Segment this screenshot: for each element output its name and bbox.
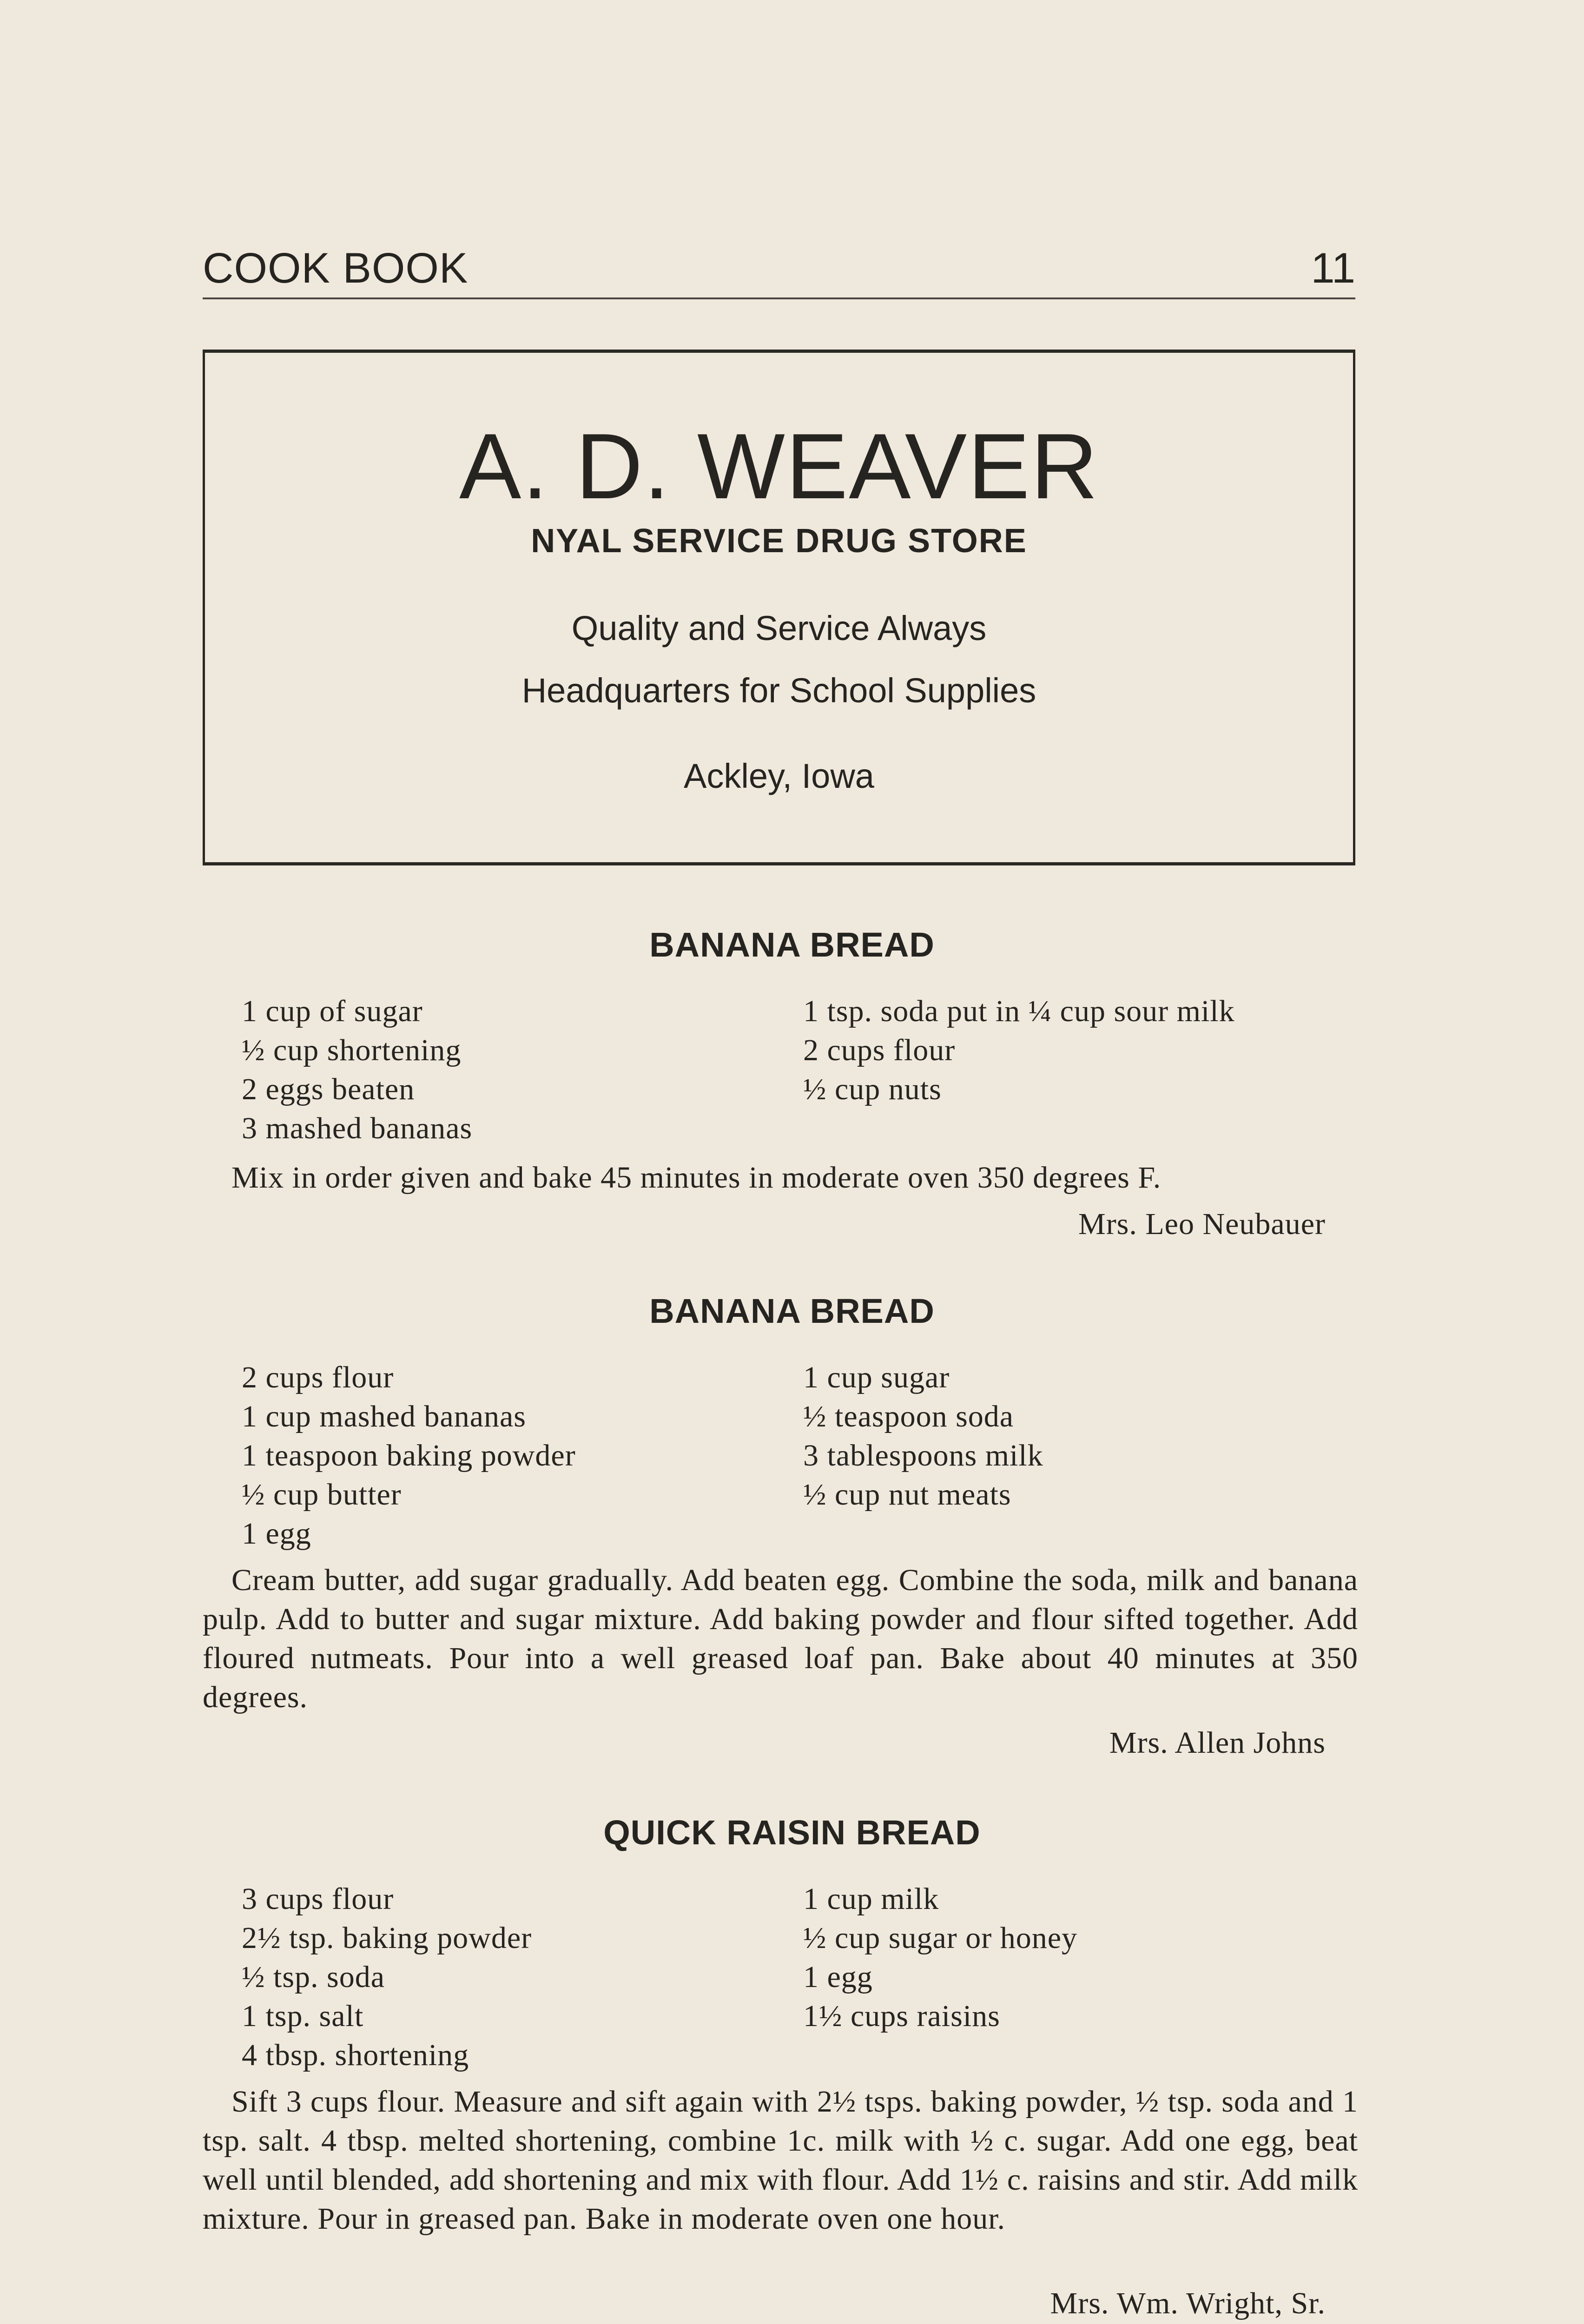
book-title: COOK BOOK bbox=[203, 244, 469, 292]
ingredients-left bbox=[242, 1358, 576, 1553]
recipe-author: Mrs. Allen Johns bbox=[1109, 1726, 1326, 1760]
ingredient: ½ cup butter bbox=[242, 1478, 402, 1512]
ingredient: 1 tsp. salt bbox=[242, 1999, 364, 2033]
ingredient: ½ teaspoon soda bbox=[803, 1400, 1014, 1433]
ingredients-left bbox=[242, 992, 472, 1148]
ingredient: ½ cup nuts bbox=[803, 1072, 942, 1106]
ingredient: 1 egg bbox=[242, 1517, 311, 1551]
ingredient: 1 cup milk bbox=[803, 1882, 939, 1916]
advertisement-box bbox=[203, 350, 1355, 865]
ingredient: 1 egg bbox=[803, 1960, 873, 1994]
recipe-author: Mrs. Leo Neubauer bbox=[1078, 1207, 1326, 1241]
recipe-title: QUICK RAISIN BREAD bbox=[603, 1813, 981, 1852]
ad-tagline: Headquarters for School Supplies bbox=[521, 671, 1036, 710]
recipe-title: BANANA BREAD bbox=[649, 1292, 935, 1330]
recipe-directions: Sift 3 cups flour. Measure and sift again with 2½ tsps. baking powder, ½ tsp. soda and 1 tsp. salt. 4 tbsp. melted shortening, combine 1c. milk with ½ c. sugar. Add one egg, beat well until blended, add shortening and mix with flour. Add 1½ c. raisins and stir. Add milk mixture. Pour in greased pan. Bake in moderate oven one hour. bbox=[203, 2085, 1358, 2236]
recipe-directions: Mix in order given and bake 45 minutes in moderate oven 350 degrees F. bbox=[231, 1161, 1162, 1195]
ingredient: 2 eggs beaten bbox=[242, 1072, 415, 1106]
ad-location: Ackley, Iowa bbox=[684, 757, 874, 795]
ingredient: 2 cups flour bbox=[803, 1033, 956, 1067]
ingredient: 1 cup mashed bananas bbox=[242, 1400, 526, 1433]
ingredient: ½ tsp. soda bbox=[242, 1960, 385, 1994]
advertiser-subtitle: NYAL SERVICE DRUG STORE bbox=[531, 522, 1027, 560]
ingredient: 4 tbsp. shortening bbox=[242, 2038, 469, 2072]
recipe-author: Mrs. Wm. Wright, Sr. bbox=[1050, 2286, 1326, 2320]
ingredient: 3 cups flour bbox=[242, 1882, 394, 1916]
ingredient: ½ cup shortening bbox=[242, 1033, 462, 1067]
ingredient: 1 cup of sugar bbox=[242, 994, 423, 1028]
recipe-directions: Cream butter, add sugar gradually. Add beaten egg. Combine the soda, milk and banana pulp. Add to butter and sugar mixture. Add baking powder and flour sifted together. Add floured nutmeats. Pour into a well greased loaf pan. Bake about 40 minutes at 350 degrees. bbox=[203, 1563, 1358, 1714]
ingredient: 1½ cups raisins bbox=[803, 1999, 1000, 2033]
ingredients-right bbox=[803, 1880, 1077, 2036]
ingredient: 1 cup sugar bbox=[803, 1360, 950, 1394]
advertiser-name: A. D. WEAVER bbox=[459, 415, 1099, 518]
ingredients-right bbox=[803, 992, 1235, 1109]
ingredient: 1 tsp. soda put in ¼ cup sour milk bbox=[803, 994, 1235, 1028]
ingredient: ½ cup nut meats bbox=[803, 1478, 1011, 1512]
ingredients-left bbox=[242, 1880, 532, 2075]
ingredient: 3 tablespoons milk bbox=[803, 1439, 1043, 1472]
ad-slogan: Quality and Service Always bbox=[571, 609, 987, 647]
ingredient: 3 mashed bananas bbox=[242, 1111, 473, 1145]
ingredient: 2 cups flour bbox=[242, 1360, 394, 1394]
page-number: 11 bbox=[1311, 244, 1355, 292]
ingredient: 2½ tsp. baking powder bbox=[242, 1921, 532, 1955]
running-header bbox=[203, 241, 1355, 299]
ingredient: 1 teaspoon baking powder bbox=[242, 1439, 576, 1472]
ingredients-right bbox=[803, 1358, 1043, 1514]
ingredient: ½ cup sugar or honey bbox=[803, 1921, 1078, 1955]
recipe-title: BANANA BREAD bbox=[649, 925, 935, 964]
